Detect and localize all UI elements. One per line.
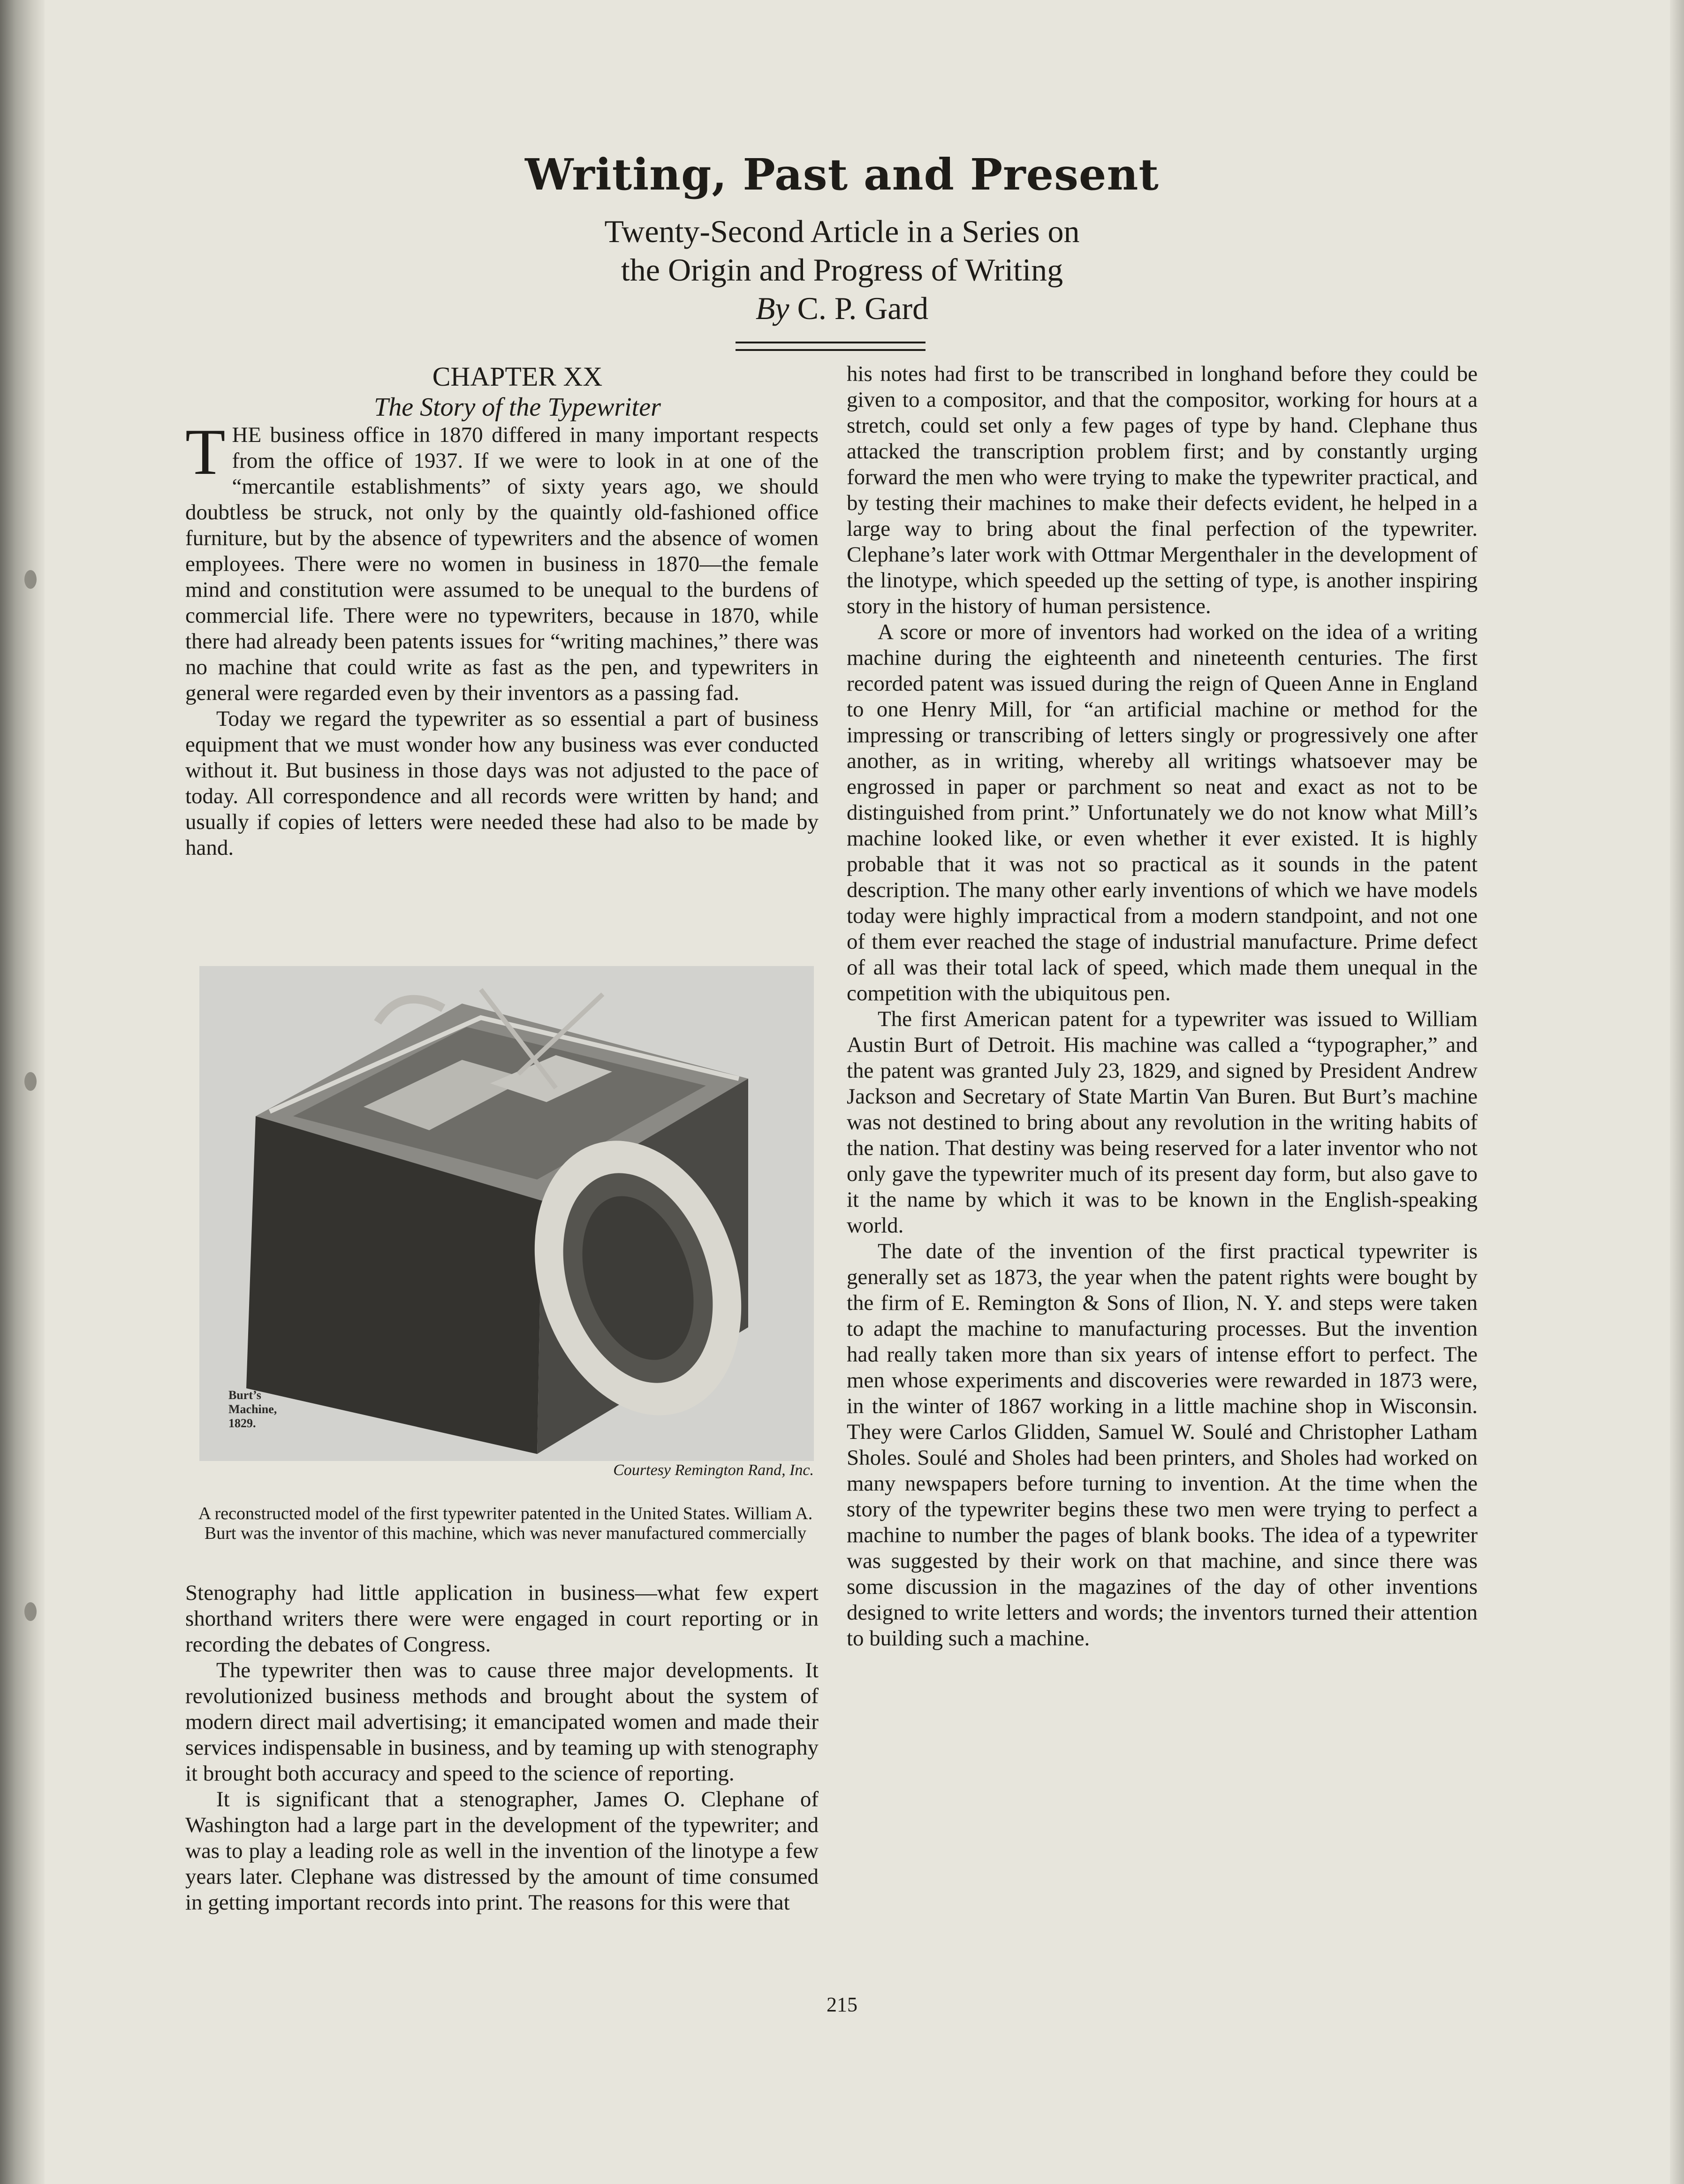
figure-inset-label [228,1388,277,1431]
paragraph: A score or more of inventors had worked on the idea of a writing machine during the eighteenth and nineteenth centuries. The first recorded patent was issued during the reign of Queen Anne in England to one Henry Mill, for “an artificial machine or method for the impressing or transcribing of letters singly or progressively one after another, as in writing, whereby all writings whatsoever may be engrossed in paper or parchment so neat and exact as not to be distinguished from print.” Unfortunately we do not know what Mill’s machine looked like, or even whether it ever existed. It is highly probable that it was not so practical as it sounds in the patent description. The many other early inventions of which we have models today were highly impractical from a modern standpoint, and not one of them ever reached the stage of industrial manufacture. Prime defect of all was their total lack of speed, which made them unequal in the competition with the ubiquitous pen. [847,620,1478,1005]
paragraph: The date of the invention of the first practical typewriter is generally set as 1873, the year when the patent rights were bought by the firm of E. Remington & Sons of Ilion, N. Y. and steps were taken to adapt the machine to manufacturing processes. But the invention had really taken more than six years of intense effort to perfect. The men whose experiments and discoveries were rewarded in 1873 were, in the winter of 1867 working in a little machine shop in Wisconsin. They were Carlos Glidden, Samuel W. Soulé and Christopher Latham Sholes. Soulé and Sholes had been printers, and Sholes had worked on many newspapers before turning to invention. At the time when the story of the typewriter begins these two men were trying to perfect a machine to number the pages of blank books. The idea of a typewriter was suggested by their work on that machine, and since there was some discussion in the magazines of the day of other inventions designed to write letters and words; the inventors turned their attention to building such a machine. [847,1239,1478,1651]
figure-label-line: Burt’s [228,1388,261,1402]
paragraph: his notes had first to be transcribed in longhand before they could be given to a compositor, and that the compositor, working for hours at a stretch, could set only a few pages of type by hand. Clephane thus attacked the transcription problem first; and by constantly urging forward the men who were trying to make the typewriter practical, and by testing their machines to make their defects evident, he helped in a large way to bring about the final perfection of the typewriter. Clephane’s later work with Ottmar Mergenthaler in the development of the linotype, which speeded up the setting of type, is another inspiring story in the history of human persistence. [847,362,1478,618]
byline-prefix: By [755,290,789,326]
paragraph: Today we regard the typewriter as so essential a part of business equipment that we must wonder how any business was ever conducted without it. But business in those days was not adjusted to the pace of today. All correspondence and all records were written by hand; and usually if copies of letters were needed these had also to be made by hand. [185,707,819,860]
typewriter-photo [199,966,814,1461]
chapter-heading: CHAPTER XX [432,361,603,392]
binding-hole [24,1602,37,1621]
article-title: Writing, Past and Present [525,149,1159,200]
binding-hole [24,570,37,589]
left-column-bottom [185,1580,819,1916]
book-spine-shadow [0,0,45,2184]
burt-machine-illustration [199,966,814,1461]
paragraph: Stenography had little application in business—what few expert shorthand writers there were were engaged in court reporting or in recording the debates of Congress. [185,1581,819,1657]
page-edge [1670,0,1684,2184]
page-number: 215 [827,1993,857,2016]
paragraph: The typewriter then was to cause three major developments. It revolutionized business methods and brought about the system of modern direct mail advertising; it emancipated women and made their services indispensable in business, and by teaming up with stenography it brought both accuracy and speed to the science of reporting. [185,1658,819,1786]
figure-caption: A reconstructed model of the first typewriter patented in the United States. William A. Burt was the inventor of this machine, which was never manufactured commercially [198,1504,813,1543]
article-subtitle-line2: the Origin and Progress of Writing [621,252,1063,288]
right-column [847,361,1478,1651]
article-subtitle-line1: Twenty-Second Article in a Series on [604,213,1080,249]
byline-author: C. P. Gard [797,290,929,326]
paragraph: The first American patent for a typewriter was issued to William Austin Burt of Detroit. His machine was called a “typographer,” and the patent was granted July 23, 1829, and signed by President Andrew Jackson and Secretary of State Martin Van Buren. But Burt’s machine was not destined to bring about any revolution in the writing habits of the nation. That destiny was being reserved for a later inventor who not only gave the typewriter much of its present day form, but also gave to it the name by which it was to be known in the English-speaking world. [847,1007,1478,1238]
paragraph [185,416,819,706]
photo-credit: Courtesy Remington Rand, Inc. [613,1461,814,1479]
binding-hole [24,1072,37,1091]
paragraph: It is significant that a stenographer, James O. Clephane of Washington had a large part in the development of the typewriter; and was to play a leading role as well in the invention of the linotype a few years later. Clephane was distressed by the amount of time consumed in getting important records into print. The reasons for this were that [185,1787,819,1915]
chapter-subheading: The Story of the Typewriter [374,393,661,422]
left-column-top [185,361,819,861]
title-rule-bottom [736,349,925,351]
paragraph-text: HE business office in 1870 differed in many important respects from the office of 1937. If we were to look in at one of the “mercantile establishments” of sixty years ago, we should doubtless be struck, not only by the quaintly old-fashioned office furniture, but by the absence of typewriters and the absence of women employees. There were no women in business in 1870—the female mind and constitution were assumed to be unequal to the burdens of commercial life. There were no typewriters, because in 1870, while there had already been patents issues for “writing machines,” there was no machine that could write as fast as the pen, and typewriters in general were regarded even by their inventors as a passing fad. [185,423,819,705]
article-byline [0,290,1684,327]
drop-cap: T [185,416,226,488]
figure-label-line: Machine, [228,1402,277,1416]
figure-label-line: 1829. [228,1416,256,1430]
title-rule-top [736,342,925,343]
